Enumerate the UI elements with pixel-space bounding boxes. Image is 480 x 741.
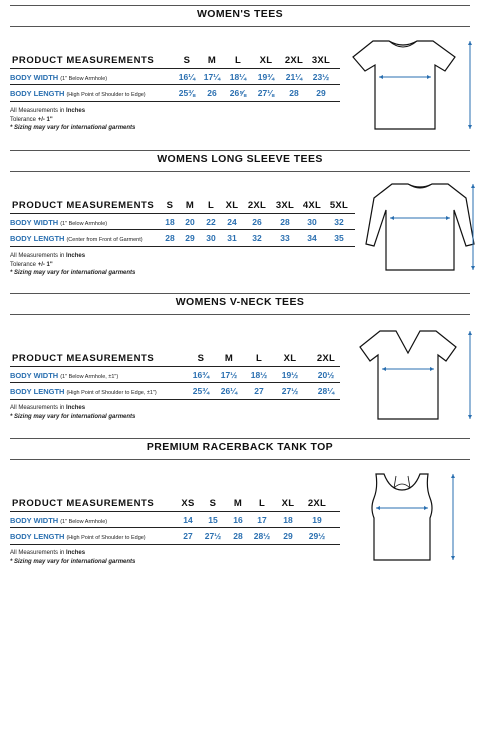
value-cell: 28 xyxy=(165,233,175,243)
size-col-2xl: 2XL xyxy=(307,498,327,509)
product-measurements-heading: PRODUCT MEASUREMENTS xyxy=(12,498,155,509)
size-col-s: S xyxy=(209,498,217,509)
section-womens-long-sleeve-tees xyxy=(10,145,470,290)
size-col-s: S xyxy=(183,55,191,66)
size-col-xl: XL xyxy=(283,353,297,364)
value-cell: 33 xyxy=(280,233,290,243)
value-cell: 30 xyxy=(307,217,317,227)
value-cell: 22 xyxy=(206,217,216,227)
row-rule xyxy=(10,84,340,85)
section-title: PREMIUM RACERBACK TANK TOP xyxy=(146,441,334,453)
value-cell: 26 xyxy=(207,88,217,98)
section-header xyxy=(10,150,470,172)
value-cell: 18 xyxy=(283,515,293,525)
value-cell: 17½ xyxy=(220,370,238,380)
racerback-tank-diagram xyxy=(345,468,480,568)
value-cell: 27 xyxy=(254,386,264,396)
section-womens-v-neck-tees xyxy=(10,290,470,435)
size-col-m: M xyxy=(207,55,217,66)
units-note: All Measurements in Inches xyxy=(10,550,86,556)
value-cell: 14 xyxy=(183,515,193,525)
value-cell: 28½ xyxy=(253,531,271,541)
measurement-notes xyxy=(10,107,135,133)
section-header xyxy=(10,5,470,27)
value-cell: 15 xyxy=(208,515,218,525)
table-header-row xyxy=(10,498,340,512)
value-cell: 28 xyxy=(280,217,290,227)
tee-diagram xyxy=(345,37,480,137)
header-rule xyxy=(10,213,355,214)
header-rule xyxy=(10,511,340,512)
value-cell: 29 xyxy=(185,233,195,243)
section-header xyxy=(10,438,470,460)
row-label: BODY LENGTH (High Point of Shoulder to Edge, ±1") xyxy=(10,387,157,396)
value-cell: 18¼ xyxy=(229,72,247,82)
value-cell: 20½ xyxy=(317,370,335,380)
value-cell: 23½ xyxy=(312,72,330,82)
value-cell: 27 xyxy=(183,531,193,541)
measurement-notes xyxy=(10,404,135,421)
size-col-m: M xyxy=(185,200,195,211)
row-rule xyxy=(10,229,355,230)
value-cell: 17¼ xyxy=(203,72,221,82)
table-header-row xyxy=(10,200,355,214)
table-row-body-length xyxy=(10,386,340,400)
size-col-xl: XL xyxy=(259,55,273,66)
product-measurements-heading: PRODUCT MEASUREMENTS xyxy=(12,200,155,211)
section-premium-racerback-tank-top xyxy=(10,435,470,580)
sizing-note: * Sizing may vary for international garments xyxy=(10,413,136,420)
value-cell: 32 xyxy=(252,233,262,243)
size-col-2xl: 2XL xyxy=(284,55,304,66)
v-neck-tee-diagram xyxy=(350,327,480,427)
table-header-row xyxy=(10,55,340,69)
value-cell: 29 xyxy=(316,88,326,98)
size-col-5xl: 5XL xyxy=(329,200,349,211)
section-title: WOMEN'S TEES xyxy=(196,8,284,20)
value-cell: 27⅛ xyxy=(257,88,275,98)
value-cell: 31 xyxy=(227,233,237,243)
value-cell: 18½ xyxy=(250,370,268,380)
value-cell: 27½ xyxy=(204,531,222,541)
size-col-2xl: 2XL xyxy=(247,200,267,211)
table-header-row xyxy=(10,353,340,367)
row-rule xyxy=(10,399,340,400)
value-cell: 16¾ xyxy=(192,370,210,380)
value-cell: 26⅝ xyxy=(229,88,247,98)
section-header xyxy=(10,293,470,315)
value-cell: 28¼ xyxy=(317,386,335,396)
header-rule xyxy=(10,68,340,69)
value-cell: 17 xyxy=(257,515,267,525)
table-row-body-length xyxy=(10,531,340,545)
section-title: WOMENS V-NECK TEES xyxy=(175,296,305,308)
size-col-l: L xyxy=(258,498,266,509)
value-cell: 19 xyxy=(312,515,322,525)
size-col-l: L xyxy=(234,55,242,66)
measurement-notes xyxy=(10,549,135,566)
value-cell: 26¼ xyxy=(220,386,238,396)
sizing-note: * Sizing may vary for international garments xyxy=(10,125,136,131)
row-rule xyxy=(10,101,340,102)
table-row-body-length xyxy=(10,88,340,102)
value-cell: 20 xyxy=(185,217,195,227)
product-measurements-heading: PRODUCT MEASUREMENTS xyxy=(12,353,155,364)
product-measurements-heading: PRODUCT MEASUREMENTS xyxy=(12,55,155,66)
size-col-l: L xyxy=(255,353,263,364)
value-cell: 34 xyxy=(307,233,317,243)
value-cell: 30 xyxy=(206,233,216,243)
size-col-4xl: 4XL xyxy=(302,200,322,211)
size-col-2xl: 2XL xyxy=(316,353,336,364)
row-rule xyxy=(10,544,340,545)
row-rule xyxy=(10,382,340,383)
row-rule xyxy=(10,527,340,528)
row-rule xyxy=(10,246,355,247)
section-title: WOMENS LONG SLEEVE TEES xyxy=(157,153,323,165)
units-note: All Measurements in Inches xyxy=(10,108,86,114)
value-cell: 26 xyxy=(252,217,262,227)
size-col-l: L xyxy=(207,200,215,211)
row-label: BODY LENGTH (High Point of Shoulder to Edge) xyxy=(10,89,146,98)
tolerance-note: Tolerance +/- 1" xyxy=(10,116,53,123)
measurement-notes xyxy=(10,252,135,278)
size-col-s: S xyxy=(197,353,205,364)
size-col-xl: XL xyxy=(225,200,239,211)
size-col-3xl: 3XL xyxy=(311,55,331,66)
row-label: BODY WIDTH (1" Below Armhole) xyxy=(10,516,108,525)
sizing-note: * Sizing may vary for international garments xyxy=(10,558,136,565)
value-cell: 25¾ xyxy=(192,386,210,396)
row-label: BODY LENGTH (High Point of Shoulder to Edge) xyxy=(10,532,146,541)
value-cell: 21¼ xyxy=(285,72,303,82)
value-cell: 29 xyxy=(283,531,293,541)
value-cell: 29½ xyxy=(308,531,326,541)
section-womens-tees xyxy=(10,0,470,145)
size-col-xl: XL xyxy=(281,498,295,509)
row-label: BODY WIDTH (1" Below Armhole, ±1") xyxy=(10,371,119,380)
size-col-s: S xyxy=(166,200,174,211)
long-sleeve-tee-diagram xyxy=(360,180,480,280)
units-note: All Measurements in Inches xyxy=(10,405,86,411)
value-cell: 16 xyxy=(233,515,243,525)
size-col-m: M xyxy=(224,353,234,364)
header-rule xyxy=(10,366,340,367)
row-label: BODY LENGTH (Center from Front of Garment) xyxy=(10,234,143,243)
size-col-xs: XS xyxy=(181,498,195,509)
value-cell: 28 xyxy=(233,531,243,541)
size-col-3xl: 3XL xyxy=(275,200,295,211)
value-cell: 25⅜ xyxy=(178,88,196,98)
size-col-m: M xyxy=(233,498,243,509)
value-cell: 28 xyxy=(289,88,299,98)
value-cell: 32 xyxy=(334,217,344,227)
tolerance-note: Tolerance +/- 1" xyxy=(10,261,53,268)
value-cell: 19½ xyxy=(281,370,299,380)
value-cell: 19¾ xyxy=(257,72,275,82)
row-label: BODY WIDTH (1" Below Armhole) xyxy=(10,73,108,82)
units-note: All Measurements in Inches xyxy=(10,253,86,259)
value-cell: 24 xyxy=(227,217,237,227)
value-cell: 18 xyxy=(165,217,175,227)
value-cell: 27½ xyxy=(281,386,299,396)
sizing-note: * Sizing may vary for international garments xyxy=(10,270,136,276)
value-cell: 16¼ xyxy=(178,72,196,82)
table-row-body-length xyxy=(10,233,355,247)
value-cell: 35 xyxy=(334,233,344,243)
row-label: BODY WIDTH (1" Below Armhole) xyxy=(10,218,108,227)
